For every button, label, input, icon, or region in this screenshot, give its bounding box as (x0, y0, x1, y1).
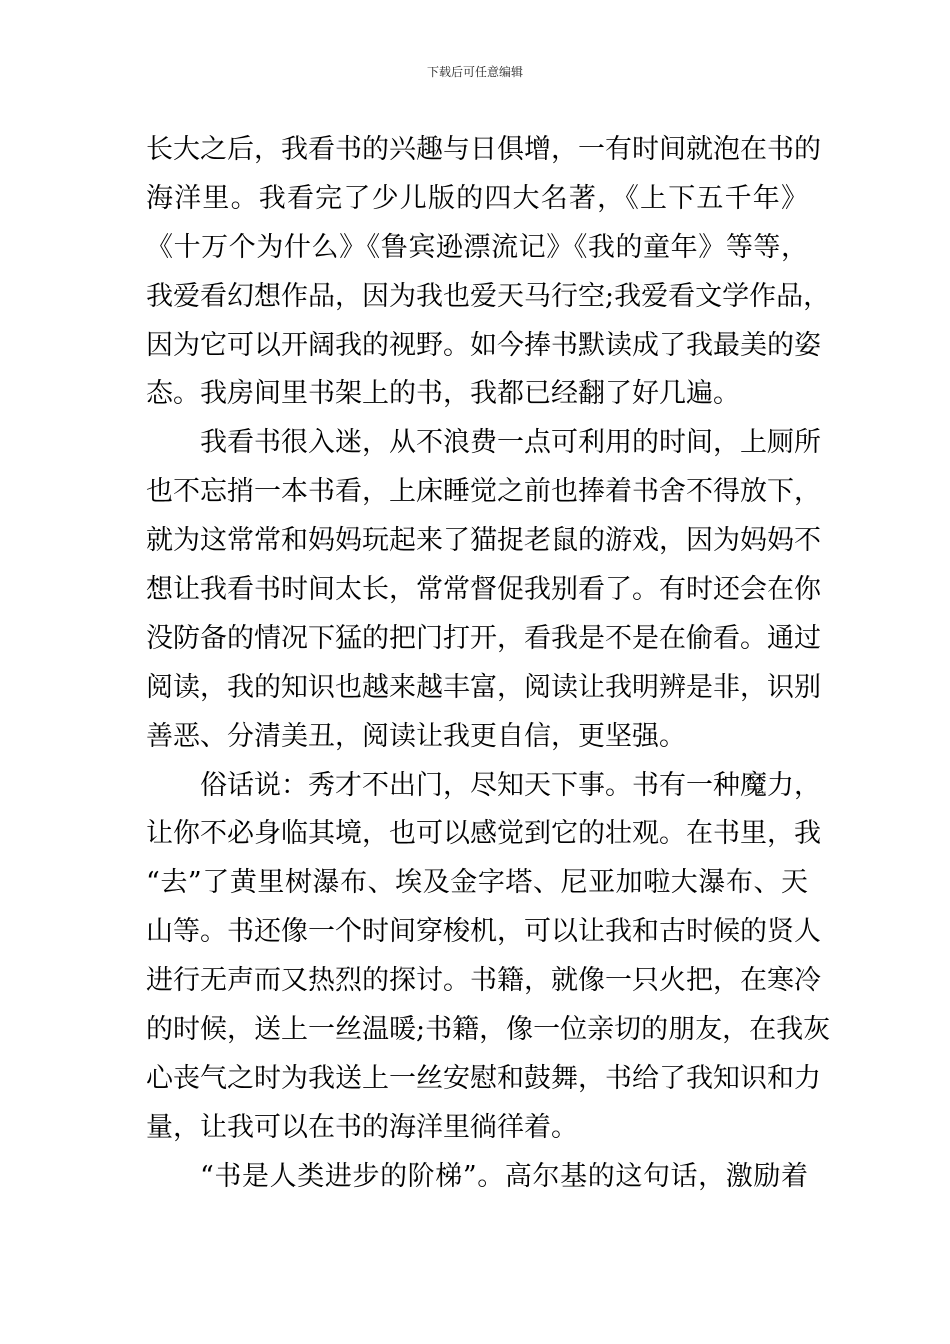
page-header (0, 64, 950, 80)
paragraph (146, 762, 831, 1153)
text-line: 俗话说：秀才不出门，尽知天下事。书有一种魔力， (200, 769, 821, 801)
text-line: 想让我看书时间太长，常常督促我别看了。有时还会在你 (146, 574, 821, 606)
text-line: 心丧气之时为我送上一丝安慰和鼓舞，书给了我知识和力 (146, 1062, 821, 1094)
text-line: 我爱看幻想作品，因为我也爱天马行空;我爱看文学作品， (146, 280, 831, 312)
text-line: 海洋里。我看完了少儿版的四大名著，《上下五千年》 (146, 182, 808, 214)
text-line: 我看书很入迷，从不浪费一点可利用的时间，上厕所 (200, 427, 821, 459)
page-header-text: 下载后可任意编辑 (426, 65, 523, 79)
paragraph (146, 419, 821, 761)
text-line: 没防备的情况下猛的把门打开，看我是不是在偷看。通过 (146, 622, 821, 654)
paragraph (146, 126, 831, 419)
text-line: 善恶、分清美丑，阅读让我更自信，更坚强。 (146, 720, 686, 752)
text-line: “书是人类进步的阶梯”。高尔基的这句话，激励着 (200, 1160, 808, 1192)
text-line: 山等。书还像一个时间穿梭机，可以让我和古时候的贤人 (146, 916, 821, 948)
text-line: 也不忘捎一本书看，上床睡觉之前也捧着书舍不得放下， (146, 476, 821, 508)
text-line: 的时候，送上一丝温暖;书籍，像一位亲切的朋友，在我灰 (146, 1014, 831, 1046)
text-line: 《十万个为什么》《鲁宾逊漂流记》《我的童年》等等， (146, 231, 808, 263)
text-line: 因为它可以开阔我的视野。如今捧书默读成了我最美的姿 (146, 329, 821, 361)
text-line: 态。我房间里书架上的书，我都已经翻了好几遍。 (146, 378, 740, 410)
text-line: “去”了黄里树瀑布、埃及金字塔、尼亚加啦大瀑布、天 (146, 867, 808, 899)
text-line: 长大之后，我看书的兴趣与日俱增，一有时间就泡在书的 (146, 134, 821, 165)
paragraph (146, 1153, 808, 1202)
text-line: 让你不必身临其境，也可以感觉到它的壮观。在书里，我 (146, 818, 821, 850)
text-line: 阅读，我的知识也越来越丰富，阅读让我明辨是非，识别 (146, 671, 821, 703)
document-body (146, 126, 831, 1202)
text-line: 量，让我可以在书的海洋里徜徉着。 (146, 1111, 578, 1143)
text-line: 进行无声而又热烈的探讨。书籍，就像一只火把，在寒冷 (146, 965, 821, 997)
text-line: 就为这常常和妈妈玩起来了猫捉老鼠的游戏，因为妈妈不 (146, 525, 821, 557)
